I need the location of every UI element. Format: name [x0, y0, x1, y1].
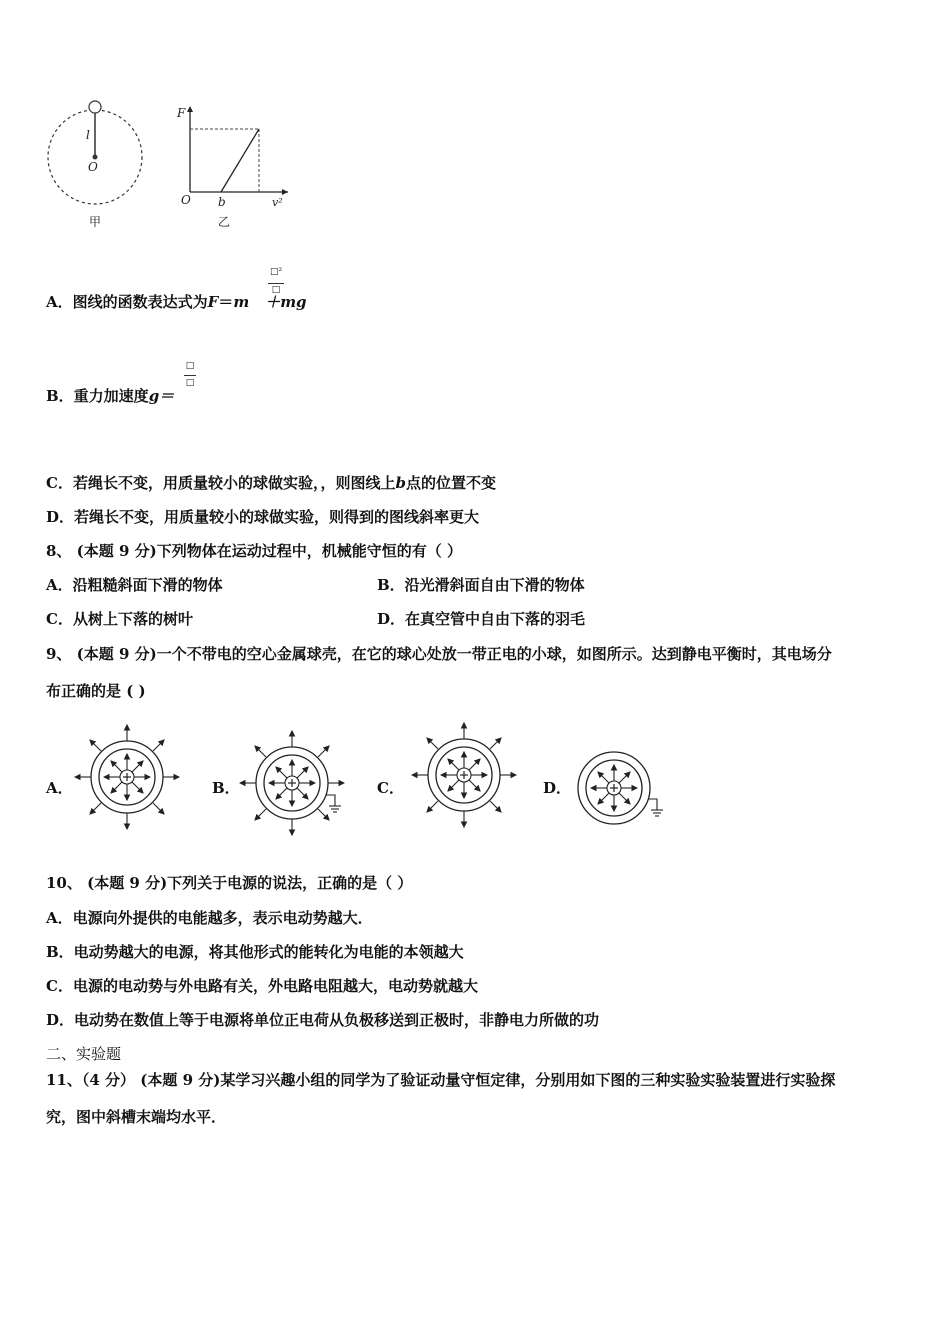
q9-option-b-label: B．	[212, 779, 240, 797]
q7-a-fraction-num: □²	[269, 267, 283, 277]
label-o-jia: O	[88, 160, 98, 174]
q9-option-a-label: A．	[46, 779, 73, 797]
q9-diagram-b	[242, 728, 362, 838]
q7-a-fraction-bar	[268, 283, 284, 284]
q8-option-a: A．沿粗糙斜面下滑的物体	[46, 576, 223, 594]
q8-option-d: D．在真空管中自由下落的羽毛	[377, 610, 586, 628]
axis-f: F	[177, 106, 186, 120]
label-b: b	[218, 195, 226, 209]
q10-option-c: C．电源的电动势与外电路有关，外电路电阻越大，电动势就越大	[46, 977, 478, 995]
q7-a-fraction-den: □	[271, 285, 281, 295]
q10-stem: 10、 (本题 9 分)下列关于电源的说法，正确的是（ ）	[46, 874, 413, 892]
caption-jia: 甲	[89, 215, 102, 229]
q7-option-d: D．若绳长不变，用质量较小的球做实验，则得到的图线斜率更大	[46, 508, 480, 526]
q10-option-d: D．电动势在数值上等于电源将单位正电荷从负极移送到正极时，非静电力所做的功	[46, 1011, 600, 1029]
q11-stem-2: 究，图中斜槽末端均水平．	[46, 1108, 227, 1126]
axis-v2: v²	[272, 196, 283, 209]
label-l: l	[86, 128, 90, 142]
q10-option-b: B．电动势越大的电源，将其他形式的能转化为电能的本领越大	[46, 943, 464, 961]
q9-stem-2: 布正确的是 ( )	[46, 682, 146, 700]
q10-option-a: A．电源向外提供的电能越多，表示电动势越大．	[46, 909, 373, 927]
q7-b-fraction-den: □	[185, 378, 195, 388]
q7-option-c: C．若绳长不变，用质量较小的球做实验，，则图线上b点的位置不变	[46, 474, 496, 492]
q9-stem-1: 9、 (本题 9 分)一个不带电的空心金属球壳，在它的球心处放一带正电的小球，如图所示。达到静电平衡时，其电场分	[46, 645, 832, 663]
q9-diagram-a	[77, 722, 187, 832]
q9-option-c-label: C．	[377, 779, 404, 797]
axis-o-yi: O	[181, 193, 191, 207]
q8-option-c: C．从树上下落的树叶	[46, 610, 193, 628]
q9-diagram-d	[577, 752, 677, 832]
q7-b-fraction-bar	[184, 375, 196, 376]
q7-option-b: B．重力加速度g＝	[46, 387, 175, 405]
q11-stem-1: 11、（4 分） (本题 9 分)某学习兴趣小组的同学为了验证动量守恒定律，分别用如下图的三种实验实验装置进行实验探	[46, 1071, 836, 1089]
q9-option-d-label: D．	[543, 779, 572, 797]
figure-yi	[180, 100, 300, 210]
q8-stem: 8、 (本题 9 分)下列物体在运动过程中，机械能守恒的有（ ）	[46, 542, 462, 560]
q8-option-b: B．沿光滑斜面自由下滑的物体	[377, 576, 585, 594]
q7-option-a: A．图线的函数表达式为F＝m ＋mg	[46, 293, 307, 311]
q9-diagram-c	[414, 720, 524, 830]
caption-yi: 乙	[218, 215, 231, 229]
q7-b-fraction-num: □	[185, 361, 195, 371]
section-heading: 二、实验题	[46, 1045, 122, 1063]
